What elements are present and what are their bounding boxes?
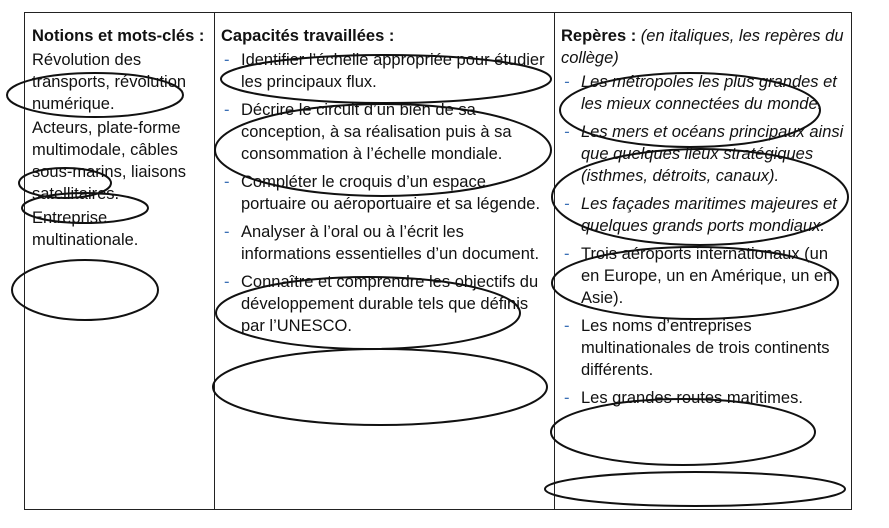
repere-item — [561, 243, 849, 309]
capacites-column — [214, 13, 554, 509]
bullet-dash: - — [564, 317, 570, 335]
capacite-text: Décrire le circuit d’un bien de sa conception, à sa réalisation puis à sa consommation à l’échelle mondiale. — [241, 101, 512, 163]
bullet-dash: - — [224, 223, 230, 241]
capacite-item — [221, 271, 550, 337]
programme-table — [24, 12, 852, 510]
reperes-column — [554, 13, 853, 509]
repere-item — [561, 121, 849, 187]
repere-text: Les grandes routes maritimes. — [581, 389, 803, 407]
repere-text: Les façades maritimes majeures et quelques grands ports mondiaux. — [581, 195, 837, 235]
bullet-dash: - — [224, 51, 230, 69]
bullet-dash: - — [564, 389, 570, 407]
bullet-dash: - — [564, 245, 570, 263]
bullet-dash: - — [224, 173, 230, 191]
notion-paragraph: Révolution des transports, révolution numérique. — [32, 51, 187, 113]
capacite-item — [221, 49, 550, 93]
repere-item — [561, 387, 849, 409]
capacite-text: Compléter le croquis d’un espace portuaire ou aéroportuaire et sa légende. — [241, 173, 541, 213]
bullet-dash: - — [224, 273, 230, 291]
repere-item — [561, 193, 849, 237]
reperes-heading — [561, 25, 849, 69]
bullet-dash: - — [564, 123, 570, 141]
reperes-heading-label: Repères : — [561, 27, 637, 45]
capacite-item — [221, 221, 550, 265]
capacite-text: Connaître et comprendre les objectifs du développement durable tels que définis par l’UNESCO. — [241, 273, 539, 335]
repere-text: Trois aéroports internationaux (un en Europe, un en Amérique, un en Asie). — [581, 245, 833, 307]
notions-column — [25, 13, 214, 509]
reperes-list — [561, 71, 849, 409]
repere-item — [561, 315, 849, 381]
bullet-dash: - — [564, 73, 570, 91]
bullet-dash: - — [224, 101, 230, 119]
capacite-item — [221, 99, 550, 165]
capacites-list — [221, 49, 550, 337]
repere-text: Les mers et océans principaux ainsi que quelques lieux stratégiques (isthmes, détroits, canaux). — [581, 123, 844, 185]
repere-item — [561, 71, 849, 115]
capacite-text: Identifier l’échelle appropriée pour étudier les principaux flux. — [241, 51, 545, 91]
notion-paragraph: Entreprise multinationale. — [32, 209, 139, 249]
repere-text: Les noms d’entreprises multinationales de trois continents différents. — [581, 317, 830, 379]
capacite-item — [221, 171, 550, 215]
capacites-heading: Capacités travaillées : — [221, 27, 395, 45]
capacite-text: Analyser à l’oral ou à l’écrit les informations essentielles d’un document. — [241, 223, 540, 263]
repere-text: Les métropoles les plus grandes et les mieux connectées du monde. — [581, 73, 837, 113]
notions-heading: Notions et mots-clés : — [32, 27, 205, 45]
reperes-heading-note: (en italiques, les repères du collège) — [561, 27, 844, 67]
bullet-dash: - — [564, 195, 570, 213]
notion-paragraph: Acteurs, plate-forme multimodale, câbles sous-marins, liaisons satellitaires. — [32, 119, 187, 203]
